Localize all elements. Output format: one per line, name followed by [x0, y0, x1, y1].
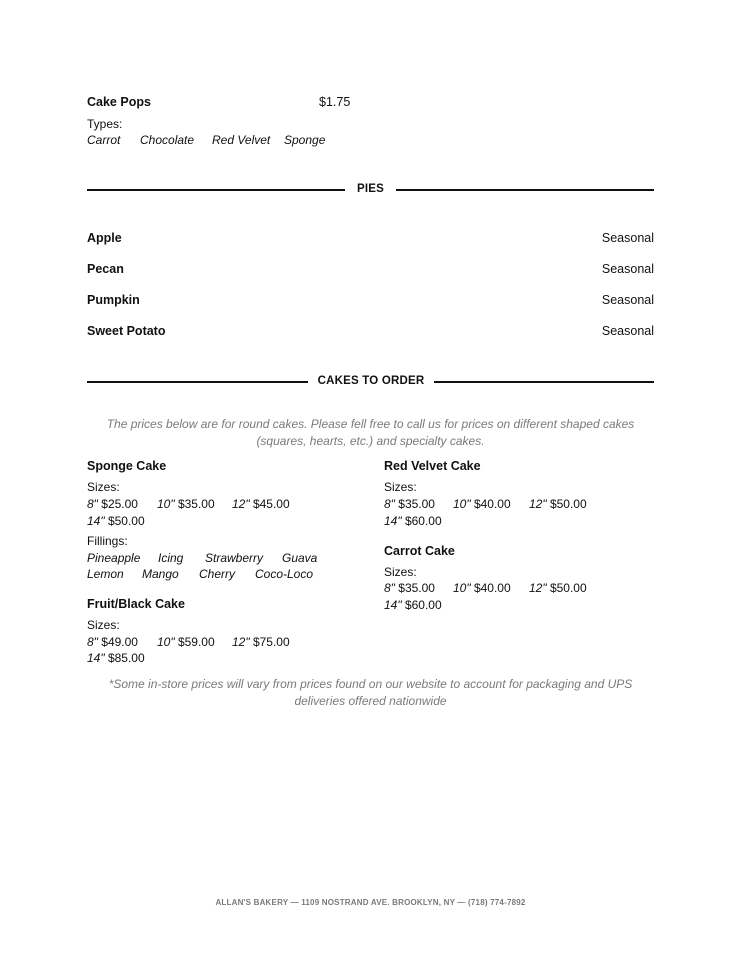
sponge-fillings-label: Fillings: [87, 534, 128, 548]
red-velvet-size-12: 12" $50.00 [529, 497, 587, 511]
filling-pineapple: Pineapple [87, 551, 141, 565]
carrot-size-14: 14" $60.00 [384, 598, 442, 612]
fruit-black-size-12: 12" $75.00 [232, 635, 290, 649]
cake-pops-types-label: Types: [87, 117, 123, 131]
fruit-black-sizes-label: Sizes: [87, 618, 120, 632]
carrot-size-12: 12" $50.00 [529, 581, 587, 595]
pies-section-title: PIES [356, 183, 384, 195]
cake-pops-name: Cake Pops [87, 95, 151, 109]
sponge-size-10: 10" $35.00 [157, 497, 215, 511]
cakes-rule-left [87, 381, 308, 383]
carrot-size-10: 10" $40.00 [453, 581, 511, 595]
fruit-black-size-8: 8" $49.00 [87, 635, 138, 649]
sponge-size-14: 14" $50.00 [87, 514, 145, 528]
filling-coco-loco: Coco-Loco [255, 567, 314, 581]
pie-name: Pecan [87, 262, 124, 276]
cakes-to-order-title: CAKES TO ORDER [317, 375, 425, 387]
filling-guava: Guava [282, 551, 318, 565]
cakes-rule-right [434, 381, 654, 383]
sponge-sizes-label: Sizes: [87, 480, 120, 494]
cake-pop-type-chocolate: Chocolate [140, 133, 195, 147]
cake-pop-type-sponge: Sponge [284, 133, 326, 147]
pies-rule-left [87, 189, 345, 191]
red-velvet-size-14: 14" $60.00 [384, 514, 442, 528]
filling-mango: Mango [142, 567, 179, 581]
pie-row-pumpkin [87, 293, 654, 311]
fruit-black-cake-name: Fruit/Black Cake [87, 597, 185, 611]
filling-lemon: Lemon [87, 567, 124, 581]
pie-name: Pumpkin [87, 293, 140, 307]
red-velvet-sizes-label: Sizes: [384, 480, 417, 494]
pie-name: Apple [87, 231, 122, 245]
sponge-cake-name: Sponge Cake [87, 459, 167, 473]
pie-price: Seasonal [601, 262, 654, 276]
pie-price: Seasonal [601, 324, 654, 338]
filling-strawberry: Strawberry [205, 551, 264, 565]
carrot-cake-name: Carrot Cake [384, 544, 455, 558]
footer-address: ALLAN'S BAKERY — 1109 NOSTRAND AVE. BROOKLYN, NY — (718) 774-7892 [215, 898, 526, 907]
red-velvet-size-8: 8" $35.00 [384, 497, 435, 511]
red-velvet-size-10: 10" $40.00 [453, 497, 511, 511]
pies-rule-right [396, 189, 654, 191]
sponge-size-12: 12" $45.00 [232, 497, 290, 511]
pie-row-pecan [87, 262, 654, 280]
carrot-size-8: 8" $35.00 [384, 581, 435, 595]
pie-row-apple [87, 231, 654, 249]
pie-row-sweet-potato [87, 324, 654, 342]
cake-pops-price: $1.75 [319, 95, 351, 109]
red-velvet-cake-name: Red Velvet Cake [384, 459, 481, 473]
filling-icing: Icing [158, 551, 184, 565]
pie-price: Seasonal [601, 231, 654, 245]
cake-pop-type-red-velvet: Red Velvet [212, 133, 271, 147]
pie-name: Sweet Potato [87, 324, 166, 338]
price-disclaimer: *Some in-store prices will vary from prices found on our website to account for packaging and UPS deliveries offered nationwide [108, 677, 633, 708]
pie-price: Seasonal [601, 293, 654, 307]
cakes-to-order-note: The prices below are for round cakes. Please fell free to call us for prices on different shaped cakes (squares, hearts, etc.) and specialty cakes. [106, 417, 635, 448]
fruit-black-size-14: 14" $85.00 [87, 651, 145, 665]
carrot-sizes-label: Sizes: [384, 565, 417, 579]
filling-cherry: Cherry [199, 567, 236, 581]
sponge-size-8: 8" $25.00 [87, 497, 138, 511]
fruit-black-size-10: 10" $59.00 [157, 635, 215, 649]
cake-pop-type-carrot: Carrot [87, 133, 121, 147]
